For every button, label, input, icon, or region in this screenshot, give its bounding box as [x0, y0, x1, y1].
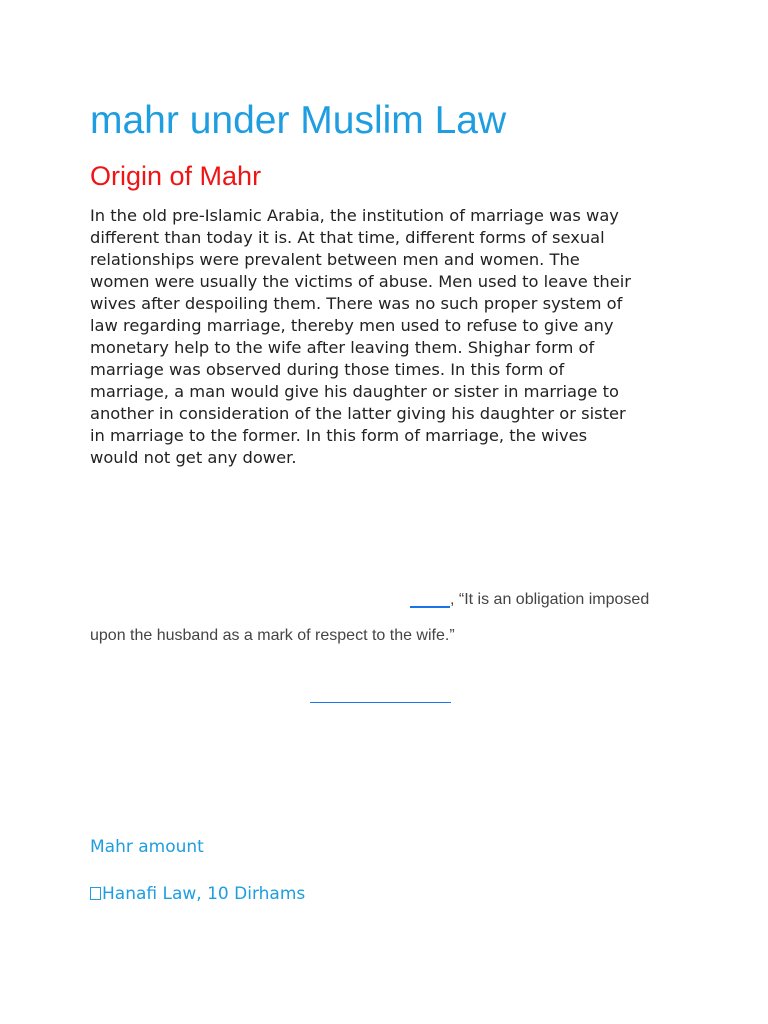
paragraph-line: law regarding marriage, thereby men used to refuse to give any: [90, 316, 614, 335]
paragraph-line: wives after despoiling them. There was no such proper system of: [90, 294, 623, 313]
paragraph-line: another in consideration of the latter giving his daughter or sister: [90, 404, 626, 423]
paragraph-line: women were usually the victims of abuse. Men used to leave their: [90, 272, 631, 291]
hyperlink-blank[interactable]: [410, 590, 450, 608]
page-title: mahr under Muslim Law: [90, 99, 507, 142]
paragraph-line: different than today it is. At that time, different forms of sexual: [90, 228, 605, 247]
section-label-mahr-amount: Mahr amount: [90, 837, 204, 857]
paragraph-line: would not get any dower.: [90, 448, 297, 467]
paragraph-line: in marriage to the former. In this form of marriage, the wives: [90, 426, 588, 445]
paragraph-line: relationships were prevalent between men and women. The: [90, 250, 580, 269]
quote-text-1: , “It is an obligation imposed: [450, 591, 650, 608]
quote-line-1: [410, 590, 649, 610]
paragraph-line: In the old pre-Islamic Arabia, the institution of marriage was way: [90, 206, 619, 225]
section-heading-origin: Origin of Mahr: [90, 161, 262, 191]
hyperlink-blank-long[interactable]: [310, 702, 451, 703]
checkbox-icon: [90, 887, 101, 900]
list-item-text: Hanafi Law, 10 Dirhams: [102, 884, 306, 904]
body-paragraph: [90, 205, 690, 469]
paragraph-line: monetary help to the wife after leaving them. Shighar form of: [90, 338, 595, 357]
paragraph-line: marriage, a man would give his daughter or sister in marriage to: [90, 382, 619, 401]
paragraph-line: marriage was observed during those times. In this form of: [90, 360, 565, 379]
list-item: [90, 883, 305, 905]
quote-line-2: upon the husband as a mark of respect to the wife.”: [90, 627, 455, 644]
